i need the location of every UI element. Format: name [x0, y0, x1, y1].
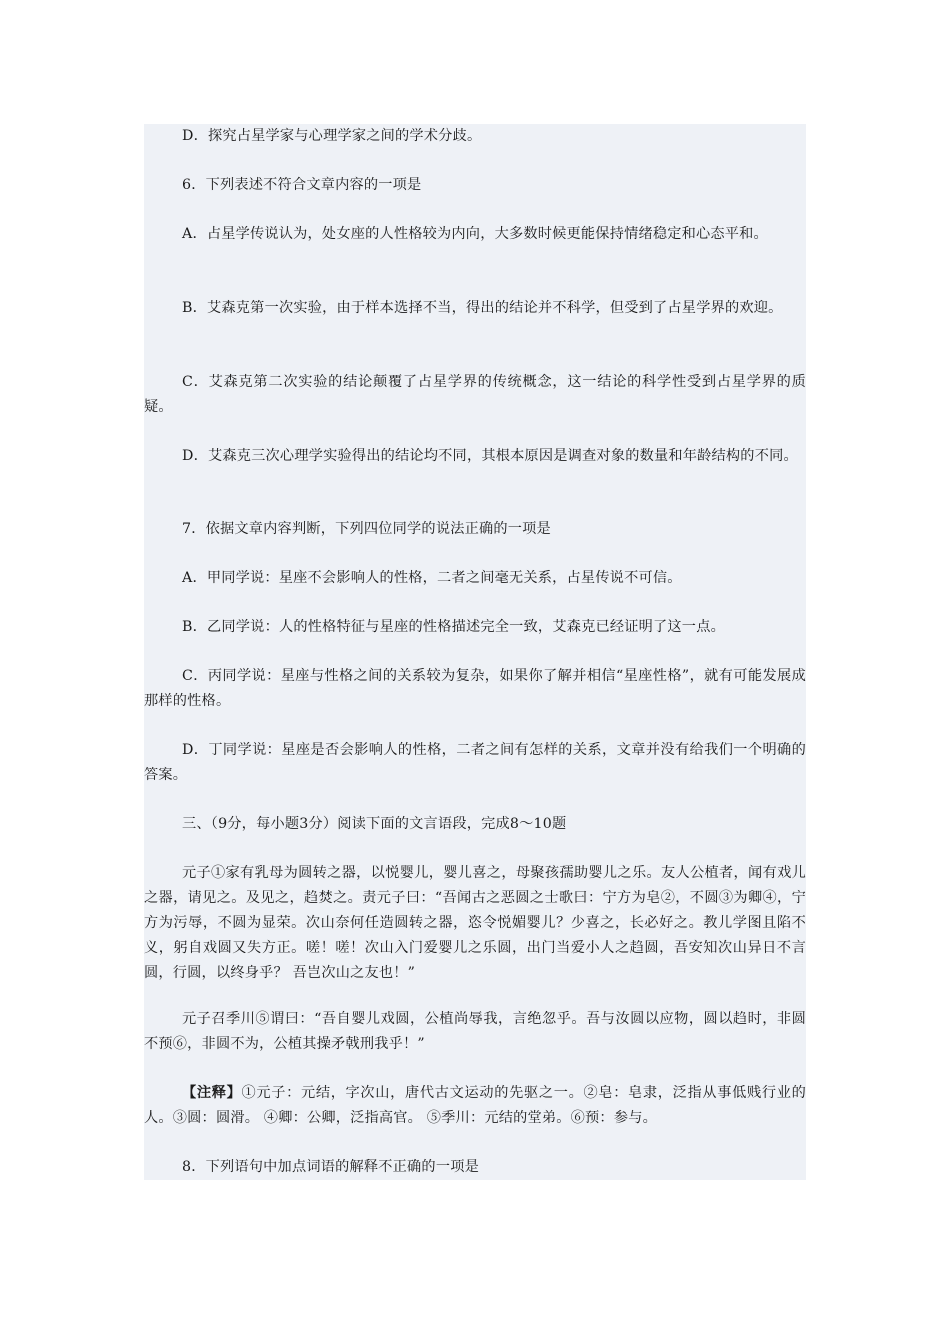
- q6-option-d: D．艾森克三次心理学实验得出的结论均不同，其根本原因是调查对象的数量和年龄结构的不同。: [182, 448, 798, 464]
- classical-passage-1: 元子①家有乳母为圆转之器，以悦婴儿，婴儿喜之，母聚孩孺助婴儿之乐。友人公植者，闻有戏儿之器，请见之。及见之，趋焚之。责元子曰：“吾闻古之恶圆之士歌曰：宁方为皂②，不圆③为卿④，宁方为污辱，不圆为显荣。次山奈何任造圆转之器，恣令悦媚婴儿？少喜之，长必好之。教儿学图且陷不义，躬自戏圆又失方正。嗟！嗟！次山入门爱婴儿之乐圆，出门当爱小人之趋圆，吾安知次山异日不言圆，行圆，以终身乎？ 吾岂次山之友也！”: [144, 865, 806, 981]
- q6-option-a: A．占星学传说认为，处女座的人性格较为内向，大多数时候更能保持情绪稳定和心态平和。: [182, 226, 768, 242]
- q6-option-c: C．艾森克第二次实验的结论颠覆了占星学界的传统概念，这一结论的科学性受到占星学界的质疑。: [144, 374, 806, 415]
- q7-stem: 7．依据文章内容判断，下列四位同学的说法正确的一项是: [182, 521, 551, 537]
- annotation-label: 【注释】: [182, 1085, 242, 1101]
- classical-passage-2: 元子召季川⑤谓曰：“吾自婴儿戏圆，公植尚辱我，言绝忽乎。吾与汝圆以应物，圆以趋时，非圆不预⑥，非圆不为，公植其操矛戟刑我乎！”: [144, 1011, 806, 1052]
- q8-stem: 8．下列语句中加点词语的解释不正确的一项是: [182, 1159, 479, 1175]
- q7-option-c: C．丙同学说：星座与性格之间的关系较为复杂，如果你了解并相信“星座性格”，就有可能发展成那样的性格。: [144, 668, 806, 709]
- section-3-heading: 三、（9分，每小题3分）阅读下面的文言语段，完成8～10题: [182, 816, 567, 832]
- q7-option-d: D．丁同学说：星座是否会影响人的性格，二者之间有怎样的关系，文章并没有给我们一个明确的答案。: [144, 742, 806, 783]
- q7-option-b: B．乙同学说：人的性格特征与星座的性格描述完全一致，艾森克已经证明了这一点。: [182, 619, 725, 635]
- q6-option-b: B．艾森克第一次实验，由于样本选择不当，得出的结论并不科学，但受到了占星学界的欢迎。: [182, 300, 783, 316]
- q7-option-a: A．甲同学说：星座不会影响人的性格，二者之间毫无关系，占星传说不可信。: [182, 570, 682, 586]
- q5-option-d: D．探究占星学家与心理学家之间的学术分歧。: [182, 128, 482, 144]
- annotation-notes: [144, 1081, 806, 1131]
- document-text-block: [144, 124, 806, 1180]
- q6-stem: 6．下列表述不符合文章内容的一项是: [182, 177, 422, 193]
- annotation-text: ①元子：元结，字次山，唐代古文运动的先驱之一。②皂：皂隶，泛指从事低贱行业的人。③圆：圆滑。 ④卿：公卿，泛指高官。 ⑤季川：元结的堂弟。⑥预：参与。: [144, 1085, 806, 1126]
